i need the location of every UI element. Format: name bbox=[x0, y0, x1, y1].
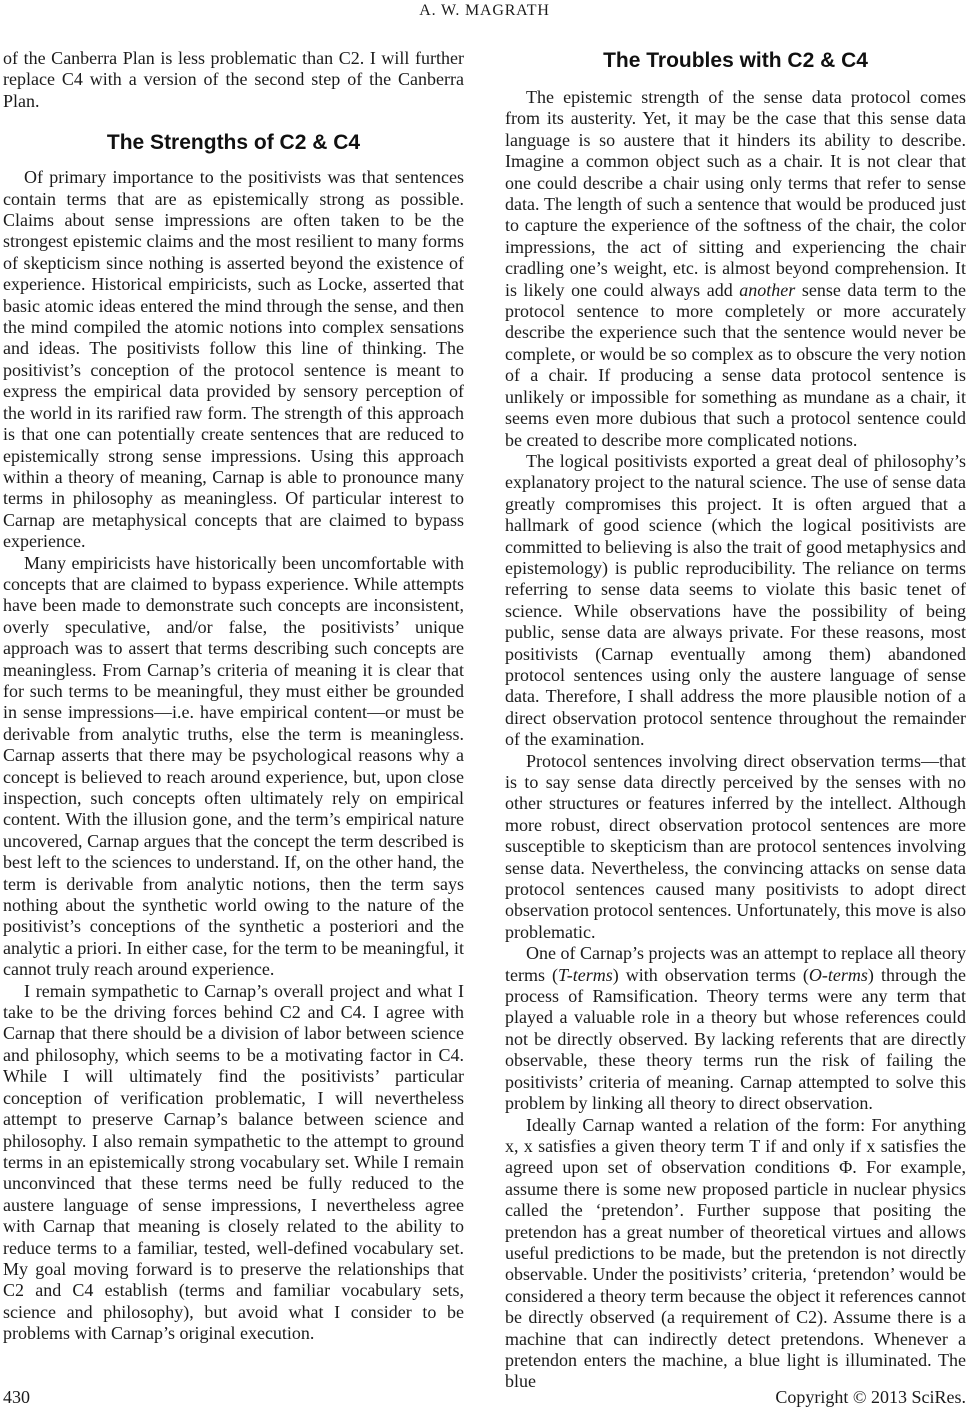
paragraph: I remain sympathetic to Carnap’s overall project and what I take to be the driving forces behind C2 and C4. I agree with Carnap that there should be a division of labor between science and philosophy, which seems to be a motivating factor in C4. While I will ultimately find the positivists’ particular conception of verification problematic, I will nevertheless attempt to preserve Carnap’s balance between science and philosophy. I also remain sympathetic to the attempt to ground terms in an epistemically strong vocabulary set. While I remain unconvinced that these terms need be fully reduced to the austere language of sense impressions, I nevertheless agree with Carnap that meaning is closely related to the ability to reduce terms to a familiar, tested, well-defined vocabulary set. My goal moving forward is to preserve the relationships that C2 and C4 establish (terms and familiar vocabulary sets, science and philosophy), but avoid what I consider to be problems with Carnap’s original execution. bbox=[3, 980, 464, 1344]
section-heading-troubles: The Troubles with C2 & C4 bbox=[603, 49, 868, 72]
paragraph: The logical positivists exported a great deal of philosophy’s explanatory project to the natural science. The use of sense data greatly compromises this project. It is often argued that a hallmark of good science (which the logical positivists are committed to believing is also the trait of good metaphysics and epistemology) is public reproducibility. The reliance on terms referring to sense data seems to violate this basic tenet of science. While observations have the possibility of being public, sense data are always private. For these reasons, most positivists (Carnap eventually among them) abandoned protocol sentences using only the austere language of sense data. Therefore, I shall address the more plausible notion of a direct observation protocol sentence throughout the remainder of the examination. bbox=[505, 450, 966, 750]
paragraph: Ideally Carnap wanted a relation of the form: For anything x, x satisfies a given theory term T if and only if x satisfies the agreed upon set of observation conditions Φ. For example, assume there is some new proposed particle in nuclear physics called the ‘pretendon’. Further suppose that positing the pretendon has a great number of theoretical virtues and allows useful predictions to be made, but the pretendon is not directly observable. Under the positivists’ criteria, ‘pretendon’ would be considered a theory term because the object it references cannot be directly observed (a requirement of C2). Assume there is a machine that can indirectly detect pretendons. Whenever a pretendon enters the machine, a blue light is illuminated. The blue bbox=[505, 1114, 966, 1392]
left-column-paragraphs bbox=[3, 167, 464, 1344]
page-footer bbox=[3, 1387, 966, 1408]
running-head: A. W. MAGRATH bbox=[419, 2, 550, 19]
right-column bbox=[505, 48, 966, 1393]
paragraph: The epistemic strength of the sense data protocol comes from its austerity. Yet, it may be the case that this sense data language is so austere that it hinders its ability to describe. Imagine a common object such as a chair. It is not clear that one could describe a chair using only terms that refer to sense data. The length of such a sentence that would be produced just to capture the experience of the softness of the chair, the color impressions, the act of sitting and experiencing the chair cradling one’s weight, etc. is almost beyond comprehension. It is likely one could always add another sense data term to the protocol sentence to more completely or more accurately describe the experience such that the sentence would never be complete, or would be so complex as to obscure the very notion of a chair. If producing a sense data protocol sentence is unlikely or impossible for something as mundane as a chair, it seems even more dubious that such a protocol sentence could be created to describe more complicated notions. bbox=[505, 87, 966, 450]
paragraph: Protocol sentences involving direct observation terms—that is to say sense data directly perceived by the senses with no other structures or features inferred by the intellect. Although more robust, direct observation protocol sentences are more susceptible to skepticism than are protocol sentences involving sense data. Nevertheless, the convincing attacks on sense data protocol sentences caused many positivists to adopt direct observation protocol sentences. Unfortunately, this move is also problematic. bbox=[505, 750, 966, 942]
left-column bbox=[3, 48, 464, 1393]
paragraph: Many empiricists have historically been uncomfortable with concepts that are claimed to bypass experience. While attempts have been made to demonstrate such concepts are inconsistent, overly speculative, and/or false, the positivists’ unique approach was to assert that terms describing such concepts are meaningless. From Carnap’s criteria of meaning it is clear that for such terms to be meaningful, they must either be grounded in sense impressions—i.e. have empirical content—or must be derivable from analytic truths, else the term is meaningless. Carnap asserts that there may be psychological reasons why a concept is believed to reach around experience, but, upon close inspection, such concepts often ultimately rely on empirical content. With the illusion gone, and the term’s empirical nature uncovered, Carnap argues that the concept the term described is best left to the sciences to understand. If, on the other hand, the term is derivable from analytic notions, then the term says nothing about the synthetic world owing to the nature of the positivist’s conceptions of the synthetic a posteriori and the analytic a priori. In either case, for the term to be meaningful, it cannot truly reach around experience. bbox=[3, 552, 464, 980]
paragraph: Of primary importance to the positivists was that sentences contain terms that are as epistemically strong as possible. Claims about sense impressions are often taken to be the strongest epistemic claims and the most resilient to many forms of skepticism since nothing is asserted beyond the existence of experience. Historical empiricists, such as Locke, asserted that basic atomic ideas entered the mind through the sense, and then the mind compiled the atomic notions into complex sensations and ideas. The positivists follow this line of thinking. The positivist’s conception of the protocol sentence is meant to express the empirical data provided by sensory perception of the world in its rarified raw form. The strength of this approach is that one can potentially create sentences that are reduced to epistemically strong sense impressions. Using this approach within a theory of meaning, Carnap is able to pronounce many terms in philosophy as meaningless. Of particular interest to Carnap are metaphysical concepts that are claimed to bypass experience. bbox=[3, 167, 464, 552]
section-heading-strengths: The Strengths of C2 & C4 bbox=[106, 131, 361, 155]
copyright-notice: Copyright © 2013 SciRes. bbox=[775, 1387, 966, 1407]
right-column-paragraphs bbox=[505, 87, 966, 1393]
page-number: 430 bbox=[3, 1387, 30, 1407]
two-column-layout bbox=[3, 48, 966, 1393]
paragraph: One of Carnap’s projects was an attempt to replace all theory terms (T-terms) with observation terms (O-terms) through the process of Ramsification. Theory terms were any term that played a valuable role in a theory but whose references could not be directly observed. By lacking referents that are directly observable, these theory terms run the risk of failing the positivists’ criteria of meaning. Carnap attempted to solve this problem by linking all theory to direct observation. bbox=[505, 943, 966, 1114]
continuation-paragraph: of the Canberra Plan is less problematic than C2. I will further replace C4 with a version of the second step of the Canberra Plan. bbox=[3, 48, 464, 111]
